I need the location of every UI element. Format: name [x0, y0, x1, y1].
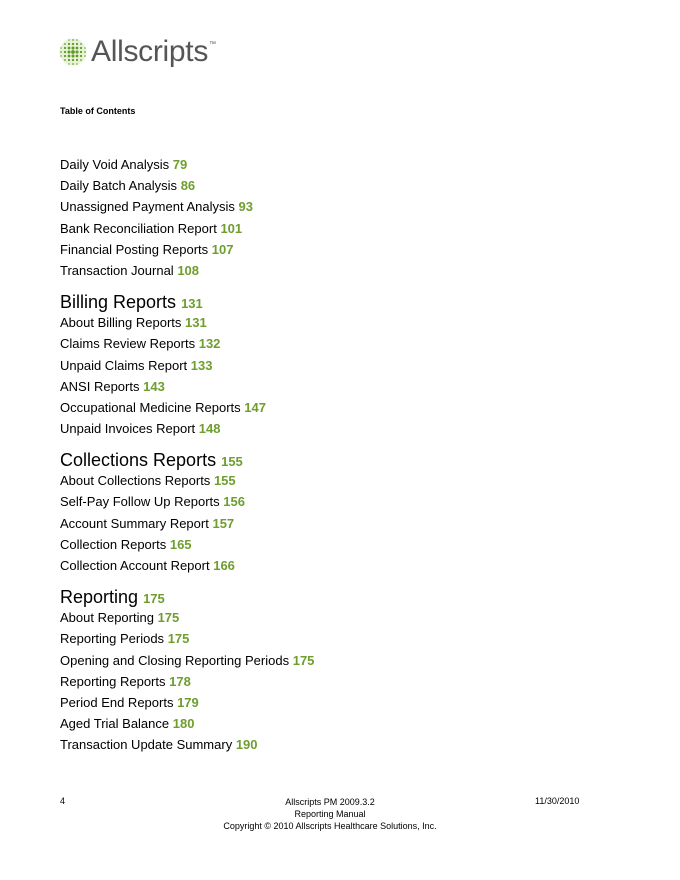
toc-entry[interactable]: Transaction Journal 108 — [60, 262, 200, 278]
page-number: 101 — [220, 220, 243, 236]
page-number: 147 — [244, 399, 266, 415]
toc-section-reporting[interactable]: Reporting 175 — [60, 587, 165, 608]
page-number: 178 — [169, 673, 191, 689]
toc-entry[interactable]: Transaction Update Summary 190 — [60, 737, 258, 753]
toc-entry[interactable]: Occupational Medicine Reports 147 — [60, 399, 266, 415]
page-number: 156 — [223, 494, 245, 510]
toc-entry[interactable]: About Reporting 175 — [60, 610, 180, 626]
page-number: 155 — [213, 473, 236, 489]
page-number: 131 — [181, 296, 203, 312]
footer-copyright: Copyright © 2010 Allscripts Healthcare Solutions, Inc. — [223, 821, 437, 831]
toc-header: Table of Contents — [60, 106, 136, 116]
page-number: 132 — [198, 336, 221, 352]
page-number: 107 — [211, 241, 234, 257]
page-number: 180 — [172, 716, 195, 732]
page-number: 86 — [180, 178, 196, 194]
page-number: 133 — [190, 357, 213, 373]
toc-entry[interactable]: Unpaid Claims Report 133 — [60, 357, 213, 373]
page-number: 143 — [143, 378, 165, 394]
toc-entry[interactable]: Claims Review Reports 132 — [60, 336, 221, 352]
allscripts-logo — [59, 35, 217, 68]
toc-entry[interactable]: Daily Batch Analysis 86 — [60, 178, 196, 194]
toc-entry[interactable]: ANSI Reports 143 — [60, 378, 165, 394]
toc-entry[interactable]: Period End Reports 179 — [60, 694, 199, 710]
page-number: 108 — [177, 262, 200, 278]
toc-entry[interactable]: Collection Account Report 166 — [60, 558, 235, 573]
toc-entry[interactable]: Financial Posting Reports 107 — [60, 241, 234, 257]
footer-page-number: 4 — [60, 796, 66, 806]
page-number: 165 — [169, 536, 192, 552]
page-number: 175 — [157, 610, 180, 626]
allscripts-globe-icon — [59, 38, 87, 66]
toc-entry[interactable]: Account Summary Report 157 — [60, 515, 235, 531]
toc-entry[interactable]: Unpaid Invoices Report 148 — [60, 421, 221, 437]
page-number: 175 — [292, 652, 315, 668]
page-number: 79 — [172, 157, 188, 172]
page-number: 179 — [177, 694, 199, 710]
page-number: 190 — [235, 737, 258, 753]
toc-entry[interactable]: Opening and Closing Reporting Periods 175 — [60, 652, 315, 668]
toc-entry[interactable]: Daily Void Analysis 79 — [60, 157, 188, 172]
table-of-contents — [60, 154, 620, 756]
logo-wordmark: Allscripts — [91, 35, 209, 68]
page-number: 93 — [238, 199, 253, 215]
footer-manual: Reporting Manual — [294, 809, 366, 819]
page-number: 157 — [212, 515, 235, 531]
page-number: 155 — [221, 454, 243, 470]
toc-entry[interactable]: Reporting Periods 175 — [60, 631, 190, 647]
page-number: 175 — [143, 591, 165, 607]
toc-entry[interactable]: Unassigned Payment Analysis 93 — [60, 199, 253, 215]
toc-entry[interactable]: Reporting Reports 178 — [60, 673, 191, 689]
toc-entry[interactable]: Collection Reports 165 — [60, 536, 192, 552]
page-number: 131 — [185, 315, 207, 331]
logo-trademark: ™ — [209, 40, 217, 48]
footer-product: Allscripts PM 2009.3.2 — [285, 797, 375, 807]
toc-entry[interactable]: Aged Trial Balance 180 — [60, 716, 195, 732]
page-number: 166 — [213, 558, 235, 573]
toc-section-billing[interactable]: Billing Reports 131 — [60, 292, 203, 313]
toc-entry[interactable]: Bank Reconciliation Report 101 — [60, 220, 243, 236]
toc-entry[interactable]: About Billing Reports 131 — [60, 315, 207, 331]
toc-entry[interactable]: About Collections Reports 155 — [60, 473, 236, 489]
page-number: 175 — [167, 631, 190, 647]
footer-date: 11/30/2010 — [535, 796, 580, 806]
page-number: 148 — [198, 421, 221, 437]
toc-section-collections[interactable]: Collections Reports 155 — [60, 450, 243, 471]
toc-entry[interactable]: Self-Pay Follow Up Reports 156 — [60, 494, 245, 510]
